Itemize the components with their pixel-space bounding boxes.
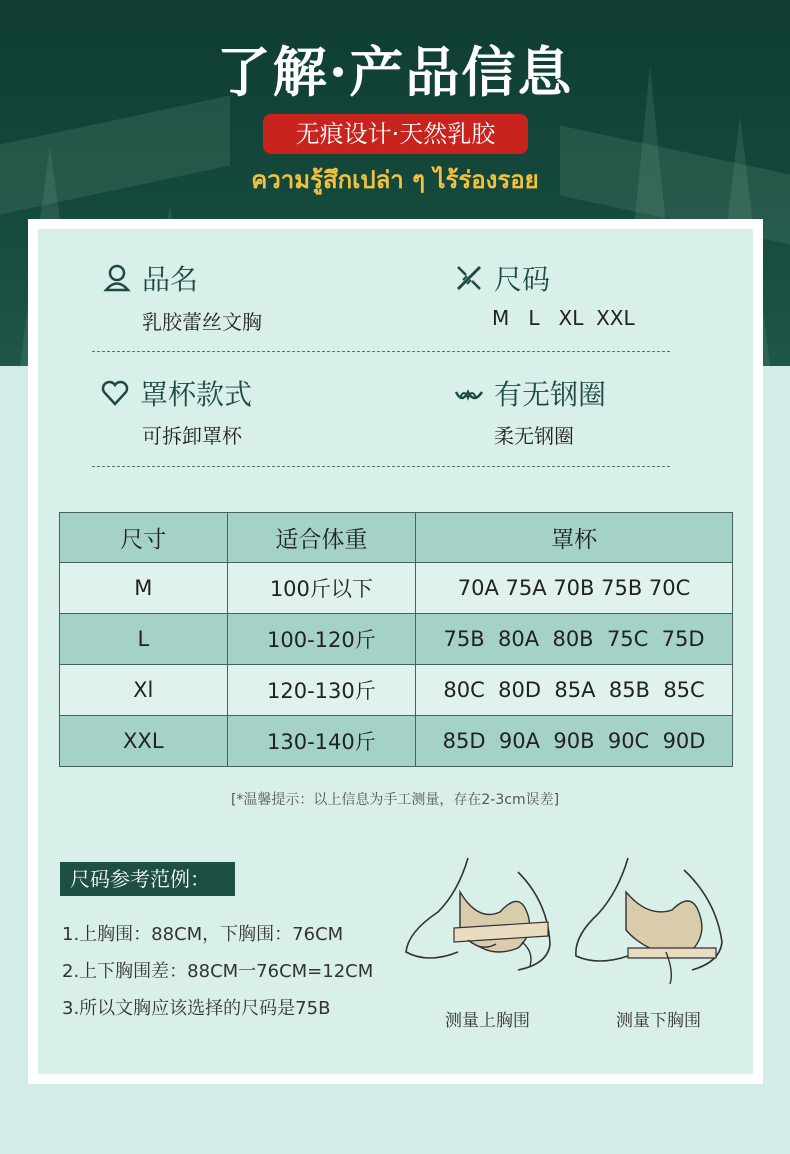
table-row: [60, 614, 733, 665]
wire-icon: [454, 378, 484, 408]
table-cell: 85D 90A 90B 90C 90D: [416, 716, 733, 767]
info-wire-value: 柔无钢圈: [494, 424, 574, 448]
table-cell: XXL: [60, 716, 228, 767]
info-name-text: 品名: [142, 263, 199, 296]
table-header-cell: 适合体重: [227, 513, 416, 563]
info-size-label: [454, 258, 550, 298]
upper-bust-illustration: [398, 852, 566, 992]
info-wire-label: [454, 373, 606, 413]
table-cell: 75B 80A 80B 75C 75D: [416, 614, 733, 665]
ruler-pencil-icon: [454, 263, 484, 293]
table-row: [60, 716, 733, 767]
table-row: [60, 665, 733, 716]
info-name-value: 乳胶蕾丝文胸: [142, 310, 262, 334]
info-name-label: [102, 258, 198, 298]
lower-bust-illustration: [568, 852, 736, 992]
table-header-cell: 尺寸: [60, 513, 228, 563]
info-size-value: M L XL XXL: [492, 306, 635, 330]
table-cell: 100-120斤: [227, 614, 416, 665]
table-cell: 130-140斤: [227, 716, 416, 767]
reference-title: 尺码参考范例：: [60, 862, 235, 896]
table-header-cell: 罩杯: [416, 513, 733, 563]
divider: [92, 466, 670, 467]
reference-line: 1.上胸围：88CM，下胸围：76CM: [62, 924, 344, 945]
info-wire-text: 有无钢圈: [494, 378, 607, 411]
caption-upper-bust: 测量上胸围: [445, 1011, 530, 1031]
page-title: 了解·产品信息: [216, 40, 574, 104]
info-size-text: 尺码: [494, 263, 551, 296]
feature-badge: 无痕设计·天然乳胶: [263, 114, 528, 154]
person-icon: [102, 263, 132, 293]
divider: [92, 351, 670, 352]
table-cell: 70A 75A 70B 75B 70C: [416, 563, 733, 614]
table-row: [60, 563, 733, 614]
info-cup-label: [100, 373, 252, 413]
table-cell: L: [60, 614, 228, 665]
table-cell: Xl: [60, 665, 228, 716]
caption-lower-bust: 测量下胸围: [616, 1011, 701, 1031]
measurement-note: [*温馨提示：以上信息为手工测量，存在2-3cm误差]: [230, 792, 560, 808]
reference-line: 2.上下胸围差：88CM一76CM=12CM: [62, 961, 374, 982]
table-cell: 80C 80D 85A 85B 85C: [416, 665, 733, 716]
size-table: [59, 512, 733, 767]
table-cell: 100斤以下: [227, 563, 416, 614]
thai-tagline: ความรู้สึกเปล่า ๆ ไร้ร่องรอย: [251, 166, 539, 194]
table-cell: 120-130斤: [227, 665, 416, 716]
table-cell: M: [60, 563, 228, 614]
heart-icon: [100, 378, 130, 408]
info-cup-text: 罩杯款式: [140, 378, 253, 411]
table-header-row: [60, 513, 733, 563]
info-cup-value: 可拆卸罩杯: [142, 424, 242, 448]
reference-line: 3.所以文胸应该选择的尺码是75B: [62, 998, 331, 1019]
